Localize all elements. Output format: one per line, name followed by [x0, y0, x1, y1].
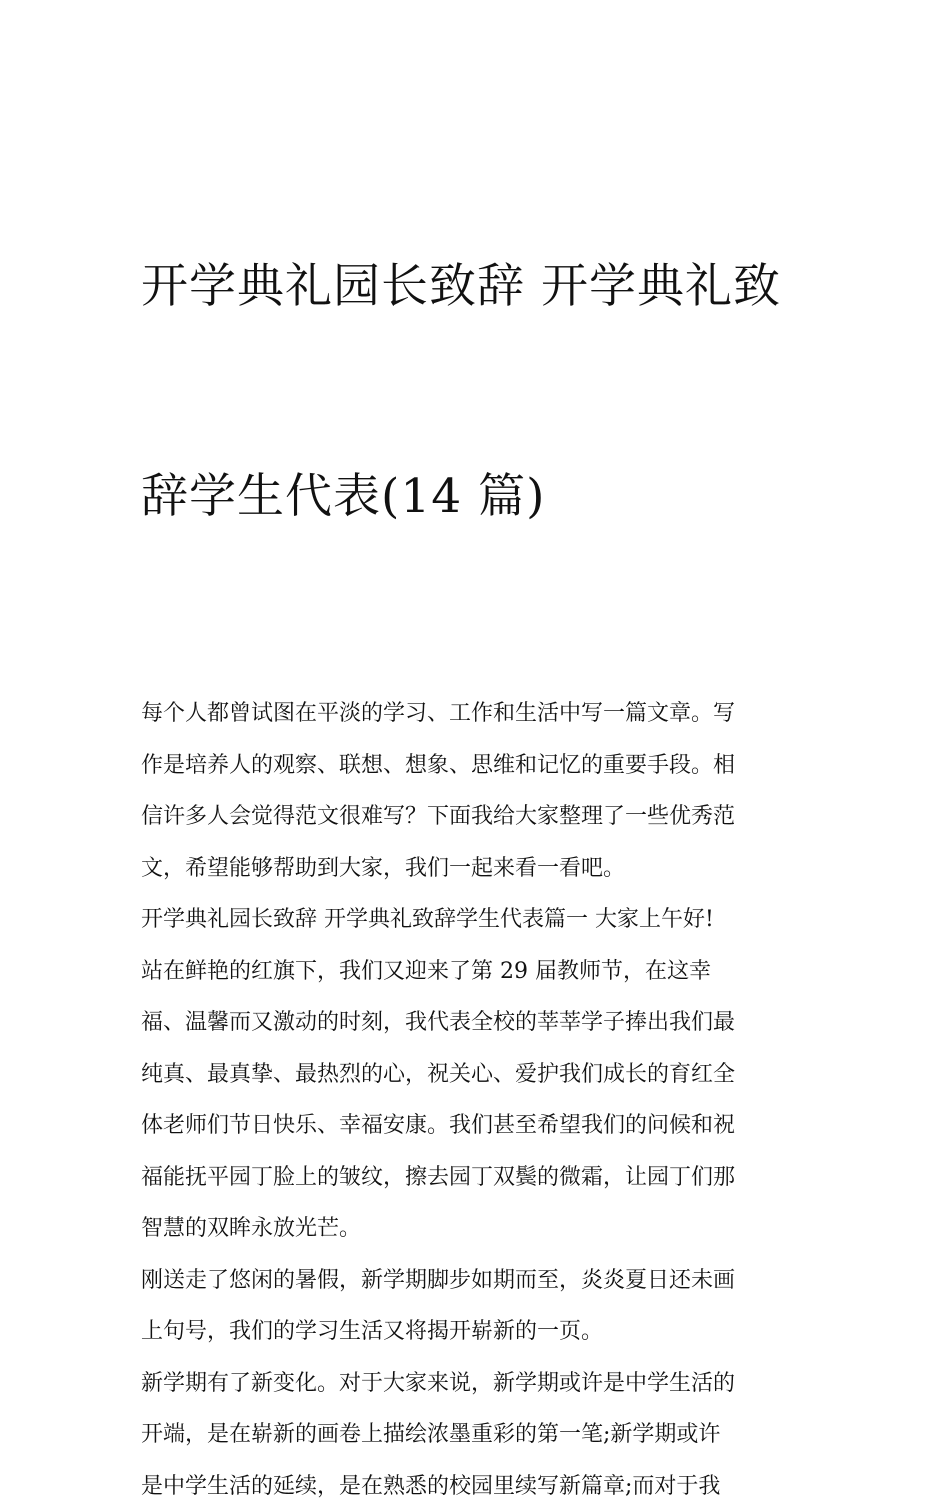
paragraph-teachers-day [141, 946, 813, 1255]
paragraph-new-semester [141, 1255, 813, 1358]
text-line: 开端，是在崭新的画卷上描绘浓墨重彩的第一笔;新学期或许 [141, 1409, 813, 1461]
document-title [141, 112, 813, 672]
text-line: 文，希望能够帮助到大家，我们一起来看一看吧。 [141, 843, 813, 895]
document-page [141, 112, 813, 1512]
text-line: 智慧的双眸永放光芒。 [141, 1203, 813, 1255]
text-line: 每个人都曾试图在平淡的学习、工作和生活中写一篇文章。写 [141, 688, 813, 740]
title-line: 开学典礼园长致辞 开学典礼致 [141, 252, 813, 322]
text-line: 福、温馨而又激动的时刻，我代表全校的莘莘学子捧出我们最 [141, 997, 813, 1049]
text-line: 是中学生活的延续，是在熟悉的校园里续写新篇章;而对于我 [141, 1461, 813, 1512]
text-line: 作是培养人的观察、联想、想象、思维和记忆的重要手段。相 [141, 740, 813, 792]
text-line: 上句号，我们的学习生活又将揭开崭新的一页。 [141, 1306, 813, 1358]
text-line: 刚送走了悠闲的暑假，新学期脚步如期而至，炎炎夏日还未画 [141, 1255, 813, 1307]
text-line: 站在鲜艳的红旗下，我们又迎来了第 29 届教师节，在这幸 [141, 946, 813, 998]
paragraph-intro [141, 688, 813, 894]
text-line: 纯真、最真挚、最热烈的心，祝关心、爱护我们成长的育红全 [141, 1049, 813, 1101]
title-line: 辞学生代表(14 篇) [141, 462, 813, 532]
text-line: 福能抚平园丁脸上的皱纹，擦去园丁双鬓的微霜，让园丁们那 [141, 1152, 813, 1204]
paragraph-new-changes [141, 1358, 813, 1512]
document-body [141, 688, 813, 1512]
text-line: 体老师们节日快乐、幸福安康。我们甚至希望我们的问候和祝 [141, 1100, 813, 1152]
text-line: 信许多人会觉得范文很难写？下面我给大家整理了一些优秀范 [141, 791, 813, 843]
text-line: 开学典礼园长致辞 开学典礼致辞学生代表篇一 大家上午好! [141, 894, 813, 946]
paragraph-section-heading [141, 894, 813, 946]
text-line: 新学期有了新变化。对于大家来说，新学期或许是中学生活的 [141, 1358, 813, 1410]
